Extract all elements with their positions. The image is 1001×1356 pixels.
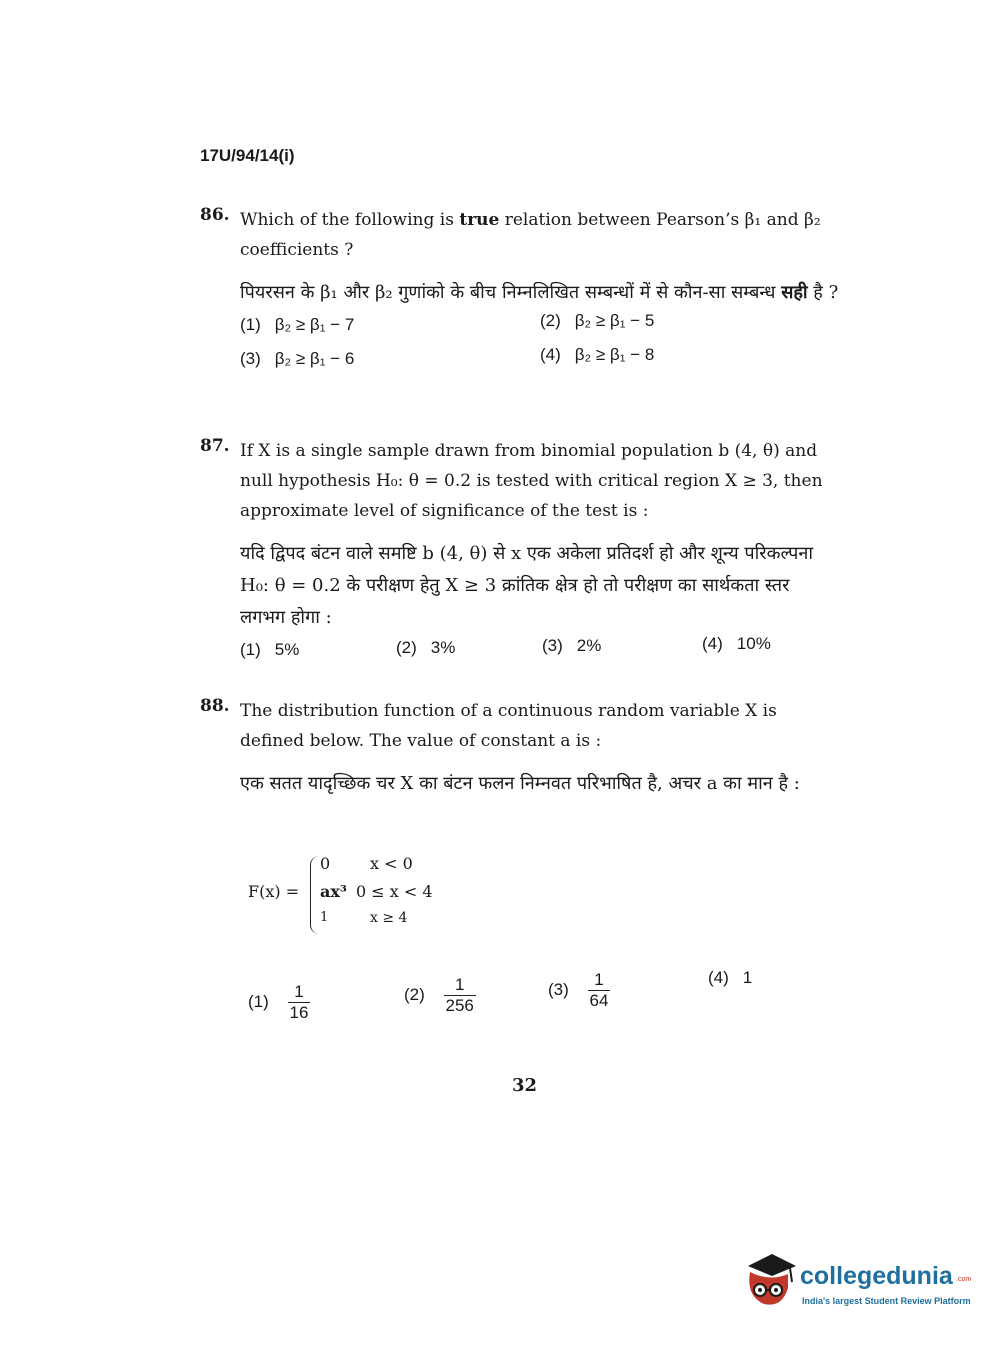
case-value: ax³ xyxy=(320,882,347,901)
brand-suffix: .com xyxy=(956,1276,972,1283)
question-text-hi: पियरसन के β₁ और β₂ गुणांको के बीच निम्नलिखित सम्बन्धों में से कौन-सा सम्बन्ध सही है ? xyxy=(240,282,839,303)
brand-name: collegedunia xyxy=(800,1262,953,1290)
mascot-logo-icon xyxy=(742,1252,796,1310)
question-text-hi: एक सतत यादृच्छिक चर X का बंटन फलन निम्नवत परिभाषित है, अचर a का मान है : xyxy=(240,773,800,794)
case-value: 1 xyxy=(320,910,329,925)
option-2: (2) β₂ ≥ β₁ − 5 xyxy=(540,311,655,330)
question-text-en: If X is a single sample drawn from binomial population b (4, θ) and null hypothesis H₀: θ = 0.2 is tested with critical region X ≥ 3, then approximate level of significance of the test is : xyxy=(240,441,823,521)
collegedunia-watermark xyxy=(742,1248,972,1318)
question-number: 87. xyxy=(200,436,230,456)
fraction: $\frac{1}{16}$ xyxy=(289,982,309,1022)
option-3: (3) 2% xyxy=(542,636,602,655)
question-number: 86. xyxy=(200,205,230,225)
option-2: (2) $\frac{1}{256}$ xyxy=(404,975,474,1015)
page-number: 32 xyxy=(512,1075,538,1096)
case-condition: x ≥ 4 xyxy=(370,910,408,926)
option-4: (4) β₂ ≥ β₁ − 8 xyxy=(540,345,655,364)
option-4: (4) 10% xyxy=(702,634,771,653)
question-text-hi: यदि द्विपद बंटन वाले समष्टि b (4, θ) से x एक अकेला प्रतिदर्श हो और शून्य परिकल्पना H₀: θ = 0.2 के परीक्षण हेतु X ≥ 3 क्रांतिक क्षेत्र हो तो परीक्षण का सार्थकता स्तर लगभग होगा : xyxy=(240,543,814,628)
brace-icon xyxy=(310,856,319,934)
option-1: (1) β₂ ≥ β₁ − 7 xyxy=(240,315,355,334)
question-87 xyxy=(200,436,840,670)
fraction: $\frac{1}{64}$ xyxy=(589,970,609,1010)
question-text-en: Which of the following is true relation between Pearson’s β₁ and β₂ coefficients ? xyxy=(240,210,821,260)
question-number: 88. xyxy=(200,696,230,716)
option-3: (3) $\frac{1}{64}$ xyxy=(548,970,609,1010)
option-3: (3) β₂ ≥ β₁ − 6 xyxy=(240,349,355,368)
case-value: 0 xyxy=(320,854,331,873)
paper-code: 17U/94/14(i) xyxy=(200,146,295,165)
option-4: (4) 1 xyxy=(708,968,753,987)
question-text-en: The distribution function of a continuous random variable X is defined below. The value of constant a is : xyxy=(240,701,777,751)
fraction: $\frac{1}{256}$ xyxy=(445,975,474,1015)
formula-lhs: F(x) = xyxy=(248,882,300,901)
question-88 xyxy=(200,696,840,800)
option-1: (1) 5% xyxy=(240,640,300,659)
brand-tagline: India's largest Student Review Platform xyxy=(802,1296,971,1306)
question-86 xyxy=(200,205,840,385)
option-2: (2) 3% xyxy=(396,638,456,657)
case-condition: x < 0 xyxy=(370,854,413,873)
case-condition: 0 ≤ x < 4 xyxy=(356,882,433,901)
option-1: (1) $\frac{1}{16}$ xyxy=(248,982,309,1022)
